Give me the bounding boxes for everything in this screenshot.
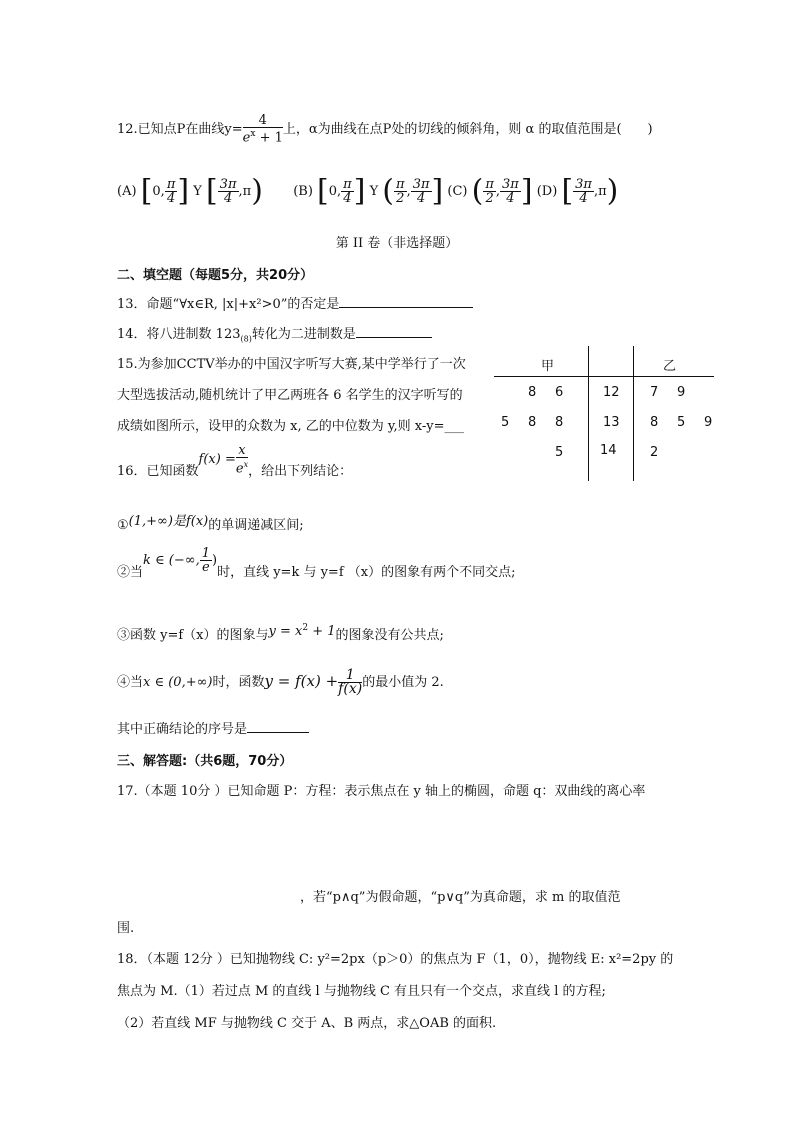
answer-blank[interactable] [356, 325, 432, 338]
q16-conclusion-3: ③函数 y=f（x）的图象与$y = x^2 + 1$的图象没有公共点; [117, 622, 444, 643]
question-17-line-1: 17.（本题 10分 ）已知命题 P：方程：表示焦点在 y 轴上的椭圆，命题 q：双曲线的离心率 [117, 784, 646, 799]
leaf-left: 8 [528, 415, 537, 430]
q12-option-b: (B) [0, $\frac{\pi}{4}$ ] Y ( $\frac{\pi}{2}$ , $\frac{3\pi}{4}$ ] [293, 173, 444, 209]
stem-value: 14 [600, 443, 617, 458]
question-18-line-1: 18．（本题 12分 ）已知抛物线 C: y²=2px（p＞0）的焦点为 F（1，0），抛物线 E: x²=2py 的 [117, 952, 674, 967]
question-15-line-3: 成绩如图所示，设甲的众数为 x, 乙的中位数为 y,则 x-y=___ [117, 419, 464, 434]
q16-conclusion-prompt: 其中正确结论的序号是 [117, 718, 309, 737]
header-rule [494, 376, 714, 377]
q16-conclusion-2: ②当k ∈ (−∞, $\frac{1}{e}$ )时，直线 y=k 与 y=f （x）的图象有两个不同交点; [117, 546, 516, 580]
question-15-line-1: 15.为参加CCTV举办的中国汉字听写大赛,某中学举行了一次 [117, 357, 466, 372]
section-2-title: 第 II 卷（非选择题） [335, 236, 459, 251]
q16-conclusion-1: ①(1,+∞)是f(x)的单调递减区间; [117, 514, 304, 533]
q12-option-a: (A) [0, $\frac{\pi}{4}$ ] Y [ $\frac{3\pi}{4}$ ,π) [117, 173, 263, 209]
leaf-right: 9 [677, 385, 686, 400]
q12-option-d: (D) [ $\frac{3\pi}{4}$ ,π) [536, 173, 619, 209]
leaf-left: 8 [528, 385, 537, 400]
leaf-right: 5 [677, 415, 686, 430]
q16-conclusion-4: ④当x ∈ (0,+∞)时，函数y = f(x) + $\frac{1}{f(x)}$ 的最小值为 2. [117, 667, 444, 697]
leaf-left: 6 [555, 385, 564, 400]
stem-divider-right [633, 346, 634, 481]
stem-value: 12 [603, 385, 620, 400]
question-14: 14．将八进制数 $123_{(8)}$转化为二进制数是 [117, 323, 432, 344]
stem-value: 13 [603, 415, 620, 430]
leaf-right: 2 [650, 445, 659, 460]
section-2-header: 二、填空题（每题5分，共20分） [117, 268, 314, 283]
answer-blank[interactable] [339, 295, 473, 308]
leaf-right: 9 [704, 415, 713, 430]
q12-options [117, 170, 618, 214]
stem-divider-left [588, 346, 589, 481]
leaf-left: 5 [555, 445, 564, 460]
q12-stem: 12.已知点P在曲线y= $\frac{4}{e^x + 1}$ 上，α为曲线在点P处的切线的倾斜角，则 α 的取值范围是( ) [117, 113, 653, 146]
question-15-line-2: 大型选拔活动,随机统计了甲乙两班各 6 名学生的汉字听写的 [117, 388, 463, 403]
q12-option-c: (C) ( $\frac{\pi}{2}$ , $\frac{3\pi}{4}$ ] [447, 173, 533, 209]
question-16-intro: 16．已知函数f(x) = $\frac{x}{e^x}$ ，给出下列结论： [117, 442, 353, 479]
leaf-left: 8 [555, 415, 564, 430]
q12-fraction: $\frac{4}{e^x + 1}$ [242, 113, 283, 146]
answer-blank[interactable] [247, 720, 309, 733]
leaf-right: 7 [650, 385, 659, 400]
leaf-left: 5 [501, 415, 510, 430]
question-18-line-2: 焦点为 M.（1）若过点 M 的直线 l 与抛物线 C 有且只有一个交点，求直线 l 的方程; [117, 984, 606, 999]
section-3-header: 三、解答题:（共6题，70分） [117, 754, 293, 769]
leaf-right: 8 [650, 415, 659, 430]
header-jia: 甲 [541, 359, 555, 374]
question-17-line-2: ，若“p∧q”为假命题，“p∨q”为真命题，求 m 的取值范 [300, 890, 621, 905]
question-17-line-3: 围. [117, 921, 135, 936]
question-18-line-3: （2）若直线 MF 与抛物线 C 交于 A、B 两点，求△OAB 的面积. [117, 1016, 497, 1031]
question-13: 13．命题“∀x∈R, |x|+x²>0”的否定是 [117, 293, 473, 312]
header-yi: 乙 [663, 359, 677, 374]
